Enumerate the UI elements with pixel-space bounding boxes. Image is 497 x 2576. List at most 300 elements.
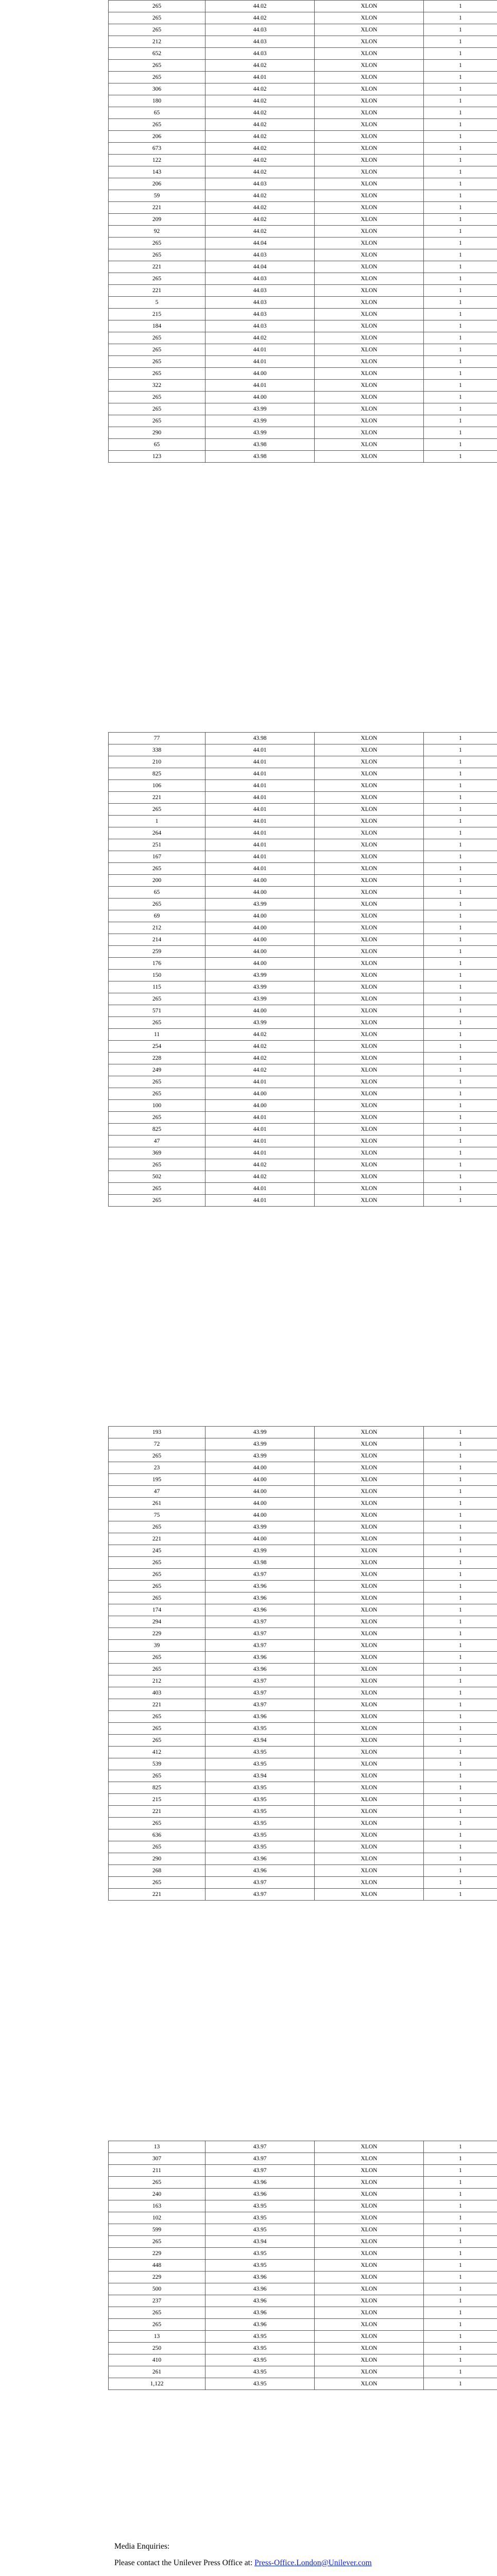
volume-cell: 265 — [109, 60, 205, 72]
volume-cell: 265 — [109, 403, 205, 415]
time-cell: 1 — [424, 226, 497, 238]
venue-cell: XLON — [315, 1782, 424, 1794]
volume-cell: 221 — [109, 1806, 205, 1818]
table-row — [109, 934, 497, 946]
venue-cell: XLON — [315, 155, 424, 166]
trade-table-4 — [108, 2141, 497, 2390]
time-cell: 1 — [424, 792, 497, 804]
table-row — [109, 285, 497, 297]
table-row — [109, 166, 497, 178]
venue-cell: XLON — [315, 2378, 424, 2390]
volume-cell: 72 — [109, 1438, 205, 1450]
price-cell: 44.01 — [205, 804, 315, 816]
table-row — [109, 356, 497, 368]
time-cell: 1 — [424, 297, 497, 309]
table-row — [109, 1088, 497, 1100]
venue-cell: XLON — [315, 2224, 424, 2236]
price-cell: 43.99 — [205, 1545, 315, 1557]
price-cell: 44.02 — [205, 190, 315, 202]
price-cell: 44.01 — [205, 356, 315, 368]
table-row — [109, 851, 497, 863]
time-cell: 1 — [424, 2319, 497, 2331]
price-cell: 44.02 — [205, 214, 315, 226]
volume-cell: 13 — [109, 2331, 205, 2343]
volume-cell: 176 — [109, 958, 205, 970]
volume-cell: 265 — [109, 1877, 205, 1889]
volume-cell: 1 — [109, 816, 205, 827]
time-cell: 1 — [424, 83, 497, 95]
volume-cell: 265 — [109, 249, 205, 261]
volume-cell: 265 — [109, 1557, 205, 1569]
price-cell: 44.00 — [205, 1005, 315, 1017]
venue-cell: XLON — [315, 1664, 424, 1675]
venue-cell: XLON — [315, 1640, 424, 1652]
table-row — [109, 1628, 497, 1640]
volume-cell: 47 — [109, 1486, 205, 1498]
price-cell: 43.98 — [205, 439, 315, 451]
table-row — [109, 2272, 497, 2283]
time-cell: 1 — [424, 1770, 497, 1782]
volume-cell: 265 — [109, 1569, 205, 1581]
price-cell: 43.96 — [205, 2177, 315, 2189]
venue-cell: XLON — [315, 48, 424, 60]
venue-cell: XLON — [315, 899, 424, 910]
table-row — [109, 273, 497, 285]
time-cell: 1 — [424, 214, 497, 226]
time-cell: 1 — [424, 1017, 497, 1029]
volume-cell: 265 — [109, 1652, 205, 1664]
volume-cell: 265 — [109, 24, 205, 36]
table-row — [109, 1029, 497, 1041]
venue-cell: XLON — [315, 887, 424, 899]
price-cell: 43.98 — [205, 733, 315, 744]
price-cell: 44.01 — [205, 1195, 315, 1207]
price-cell: 44.04 — [205, 238, 315, 249]
venue-cell: XLON — [315, 1616, 424, 1628]
volume-cell: 265 — [109, 1521, 205, 1533]
table-row — [109, 970, 497, 981]
price-cell: 43.95 — [205, 1829, 315, 1841]
price-cell: 43.99 — [205, 1521, 315, 1533]
volume-cell: 77 — [109, 733, 205, 744]
table-row — [109, 155, 497, 166]
table-row — [109, 344, 497, 356]
table-row — [109, 827, 497, 839]
table-row — [109, 1806, 497, 1818]
trade-table-1 — [108, 0, 497, 463]
table-row — [109, 214, 497, 226]
volume-cell: 65 — [109, 439, 205, 451]
table-row — [109, 1076, 497, 1088]
volume-cell: 115 — [109, 981, 205, 993]
price-cell: 43.97 — [205, 1675, 315, 1687]
table-row — [109, 1640, 497, 1652]
venue-cell: XLON — [315, 1438, 424, 1450]
time-cell: 1 — [424, 403, 497, 415]
time-cell: 1 — [424, 1818, 497, 1829]
time-cell: 1 — [424, 1592, 497, 1604]
volume-cell: 265 — [109, 1195, 205, 1207]
time-cell: 1 — [424, 72, 497, 83]
venue-cell: XLON — [315, 202, 424, 214]
table-row — [109, 320, 497, 332]
venue-cell: XLON — [315, 1806, 424, 1818]
time-cell: 1 — [424, 1183, 497, 1195]
time-cell: 1 — [424, 332, 497, 344]
volume-cell: 206 — [109, 178, 205, 190]
volume-cell: 47 — [109, 1136, 205, 1147]
price-cell: 43.95 — [205, 1723, 315, 1735]
table-row — [109, 1147, 497, 1159]
venue-cell: XLON — [315, 1818, 424, 1829]
venue-cell: XLON — [315, 1171, 424, 1183]
time-cell: 1 — [424, 733, 497, 744]
time-cell: 1 — [424, 261, 497, 273]
price-cell: 44.00 — [205, 922, 315, 934]
table-row — [109, 2378, 497, 2390]
price-cell: 43.97 — [205, 1640, 315, 1652]
time-cell: 1 — [424, 131, 497, 143]
table-row — [109, 792, 497, 804]
table-row — [109, 1794, 497, 1806]
volume-cell: 825 — [109, 1782, 205, 1794]
venue-cell: XLON — [315, 368, 424, 380]
price-cell: 43.95 — [205, 2200, 315, 2212]
volume-cell: 261 — [109, 1498, 205, 1510]
price-cell: 43.96 — [205, 1581, 315, 1592]
table-row — [109, 72, 497, 83]
time-cell: 1 — [424, 178, 497, 190]
table-row — [109, 119, 497, 131]
volume-cell: 290 — [109, 427, 205, 439]
time-cell: 1 — [424, 48, 497, 60]
price-cell: 44.00 — [205, 1100, 315, 1112]
press-office-email-link[interactable]: Press-Office.London@Unilever.com — [254, 2558, 372, 2567]
price-cell: 43.95 — [205, 2343, 315, 2354]
table-row — [109, 368, 497, 380]
price-cell: 44.01 — [205, 839, 315, 851]
time-cell: 1 — [424, 2189, 497, 2200]
table-row — [109, 332, 497, 344]
time-cell: 1 — [424, 1711, 497, 1723]
price-cell: 44.00 — [205, 1498, 315, 1510]
time-cell: 1 — [424, 1064, 497, 1076]
volume-cell: 673 — [109, 143, 205, 155]
time-cell: 1 — [424, 1100, 497, 1112]
venue-cell: XLON — [315, 2236, 424, 2248]
table-row — [109, 993, 497, 1005]
price-cell: 44.01 — [205, 344, 315, 356]
venue-cell: XLON — [315, 226, 424, 238]
price-cell: 43.97 — [205, 1616, 315, 1628]
price-cell: 43.99 — [205, 415, 315, 427]
time-cell: 1 — [424, 2354, 497, 2366]
volume-cell: 265 — [109, 1770, 205, 1782]
price-cell: 43.97 — [205, 2141, 315, 2153]
time-cell: 1 — [424, 1029, 497, 1041]
venue-cell: XLON — [315, 238, 424, 249]
venue-cell: XLON — [315, 72, 424, 83]
time-cell: 1 — [424, 839, 497, 851]
volume-cell: 215 — [109, 1794, 205, 1806]
venue-cell: XLON — [315, 1474, 424, 1486]
time-cell: 1 — [424, 1687, 497, 1699]
venue-cell: XLON — [315, 2177, 424, 2189]
table-row — [109, 238, 497, 249]
time-cell: 1 — [424, 1747, 497, 1758]
table-row — [109, 804, 497, 816]
volume-cell: 265 — [109, 72, 205, 83]
table-row — [109, 863, 497, 875]
table-row — [109, 2189, 497, 2200]
venue-cell: XLON — [315, 1053, 424, 1064]
volume-cell: 265 — [109, 1159, 205, 1171]
price-cell: 43.95 — [205, 2331, 315, 2343]
table-row — [109, 1687, 497, 1699]
time-cell: 1 — [424, 744, 497, 756]
time-cell: 1 — [424, 851, 497, 863]
volume-cell: 221 — [109, 1533, 205, 1545]
venue-cell: XLON — [315, 1088, 424, 1100]
table-row — [109, 1735, 497, 1747]
price-cell: 44.03 — [205, 320, 315, 332]
price-cell: 44.02 — [205, 166, 315, 178]
volume-cell: 369 — [109, 1147, 205, 1159]
volume-cell: 265 — [109, 1723, 205, 1735]
time-cell: 1 — [424, 392, 497, 403]
venue-cell: XLON — [315, 1510, 424, 1521]
time-cell: 1 — [424, 1474, 497, 1486]
time-cell: 1 — [424, 36, 497, 48]
price-cell: 44.03 — [205, 48, 315, 60]
table-row — [109, 1829, 497, 1841]
venue-cell: XLON — [315, 1112, 424, 1124]
venue-cell: XLON — [315, 107, 424, 119]
price-cell: 43.96 — [205, 2189, 315, 2200]
price-cell: 44.03 — [205, 24, 315, 36]
volume-cell: 502 — [109, 1171, 205, 1183]
table-row — [109, 816, 497, 827]
volume-cell: 539 — [109, 1758, 205, 1770]
price-cell: 43.96 — [205, 1652, 315, 1664]
volume-cell: 265 — [109, 1664, 205, 1675]
venue-cell: XLON — [315, 1, 424, 12]
time-cell: 1 — [424, 95, 497, 107]
venue-cell: XLON — [315, 804, 424, 816]
volume-cell: 100 — [109, 1100, 205, 1112]
time-cell: 1 — [424, 60, 497, 72]
venue-cell: XLON — [315, 1569, 424, 1581]
table-row — [109, 131, 497, 143]
volume-cell: 167 — [109, 851, 205, 863]
table-row — [109, 2141, 497, 2153]
volume-cell: 92 — [109, 226, 205, 238]
price-cell: 43.96 — [205, 1853, 315, 1865]
volume-cell: 209 — [109, 214, 205, 226]
venue-cell: XLON — [315, 744, 424, 756]
price-cell: 44.02 — [205, 83, 315, 95]
venue-cell: XLON — [315, 1592, 424, 1604]
venue-cell: XLON — [315, 1147, 424, 1159]
venue-cell: XLON — [315, 1770, 424, 1782]
table-row — [109, 1124, 497, 1136]
table-row — [109, 1521, 497, 1533]
venue-cell: XLON — [315, 344, 424, 356]
price-cell: 44.02 — [205, 1064, 315, 1076]
price-cell: 44.01 — [205, 1183, 315, 1195]
volume-cell: 412 — [109, 1747, 205, 1758]
volume-cell: 265 — [109, 1, 205, 12]
volume-cell: 229 — [109, 2248, 205, 2260]
time-cell: 1 — [424, 1041, 497, 1053]
table-row — [109, 839, 497, 851]
table-row — [109, 48, 497, 60]
venue-cell: XLON — [315, 981, 424, 993]
venue-cell: XLON — [315, 1675, 424, 1687]
volume-cell: 237 — [109, 2295, 205, 2307]
price-cell: 43.97 — [205, 1699, 315, 1711]
venue-cell: XLON — [315, 1652, 424, 1664]
time-cell: 1 — [424, 1723, 497, 1735]
price-cell: 44.02 — [205, 1171, 315, 1183]
venue-cell: XLON — [315, 1877, 424, 1889]
time-cell: 1 — [424, 910, 497, 922]
time-cell: 1 — [424, 1462, 497, 1474]
table-row — [109, 2177, 497, 2189]
price-cell: 44.00 — [205, 910, 315, 922]
time-cell: 1 — [424, 934, 497, 946]
time-cell: 1 — [424, 1076, 497, 1088]
time-cell: 1 — [424, 2272, 497, 2283]
time-cell: 1 — [424, 356, 497, 368]
venue-cell: XLON — [315, 1005, 424, 1017]
venue-cell: XLON — [315, 415, 424, 427]
table-row — [109, 1100, 497, 1112]
time-cell: 1 — [424, 1841, 497, 1853]
volume-cell: 403 — [109, 1687, 205, 1699]
table-row — [109, 2331, 497, 2343]
volume-cell: 123 — [109, 451, 205, 463]
table-row — [109, 887, 497, 899]
time-cell: 1 — [424, 899, 497, 910]
media-enquiries — [114, 2538, 372, 2571]
time-cell: 1 — [424, 2260, 497, 2272]
venue-cell: XLON — [315, 95, 424, 107]
volume-cell: 265 — [109, 1112, 205, 1124]
volume-cell: 180 — [109, 95, 205, 107]
volume-cell: 265 — [109, 863, 205, 875]
price-cell: 44.02 — [205, 1053, 315, 1064]
venue-cell: XLON — [315, 1029, 424, 1041]
time-cell: 1 — [424, 427, 497, 439]
price-cell: 44.00 — [205, 1474, 315, 1486]
volume-cell: 210 — [109, 756, 205, 768]
volume-cell: 636 — [109, 1829, 205, 1841]
volume-cell: 306 — [109, 83, 205, 95]
time-cell: 1 — [424, 166, 497, 178]
volume-cell: 265 — [109, 356, 205, 368]
volume-cell: 825 — [109, 1124, 205, 1136]
time-cell: 1 — [424, 1853, 497, 1865]
venue-cell: XLON — [315, 1628, 424, 1640]
venue-cell: XLON — [315, 1545, 424, 1557]
table-row — [109, 1569, 497, 1581]
venue-cell: XLON — [315, 1865, 424, 1877]
price-cell: 44.02 — [205, 131, 315, 143]
price-cell: 43.95 — [205, 2212, 315, 2224]
media-contact — [114, 2555, 372, 2571]
volume-cell: 250 — [109, 2343, 205, 2354]
table-row — [109, 744, 497, 756]
time-cell: 1 — [424, 273, 497, 285]
price-cell: 44.01 — [205, 1136, 315, 1147]
venue-cell: XLON — [315, 1889, 424, 1901]
venue-cell: XLON — [315, 2354, 424, 2366]
venue-cell: XLON — [315, 380, 424, 392]
volume-cell: 221 — [109, 285, 205, 297]
time-cell: 1 — [424, 1053, 497, 1064]
time-cell: 1 — [424, 1652, 497, 1664]
volume-cell: 265 — [109, 993, 205, 1005]
volume-cell: 265 — [109, 1581, 205, 1592]
venue-cell: XLON — [315, 1581, 424, 1592]
volume-cell: 184 — [109, 320, 205, 332]
volume-cell: 39 — [109, 1640, 205, 1652]
table-row — [109, 2343, 497, 2354]
table-row — [109, 2224, 497, 2236]
venue-cell: XLON — [315, 60, 424, 72]
volume-cell: 212 — [109, 36, 205, 48]
time-cell: 1 — [424, 1510, 497, 1521]
price-cell: 44.02 — [205, 60, 315, 72]
price-cell: 44.02 — [205, 12, 315, 24]
price-cell: 43.99 — [205, 981, 315, 993]
price-cell: 43.99 — [205, 1017, 315, 1029]
price-cell: 43.97 — [205, 1569, 315, 1581]
venue-cell: XLON — [315, 1521, 424, 1533]
venue-cell: XLON — [315, 1699, 424, 1711]
venue-cell: XLON — [315, 1159, 424, 1171]
venue-cell: XLON — [315, 1841, 424, 1853]
price-cell: 44.00 — [205, 392, 315, 403]
volume-cell: 143 — [109, 166, 205, 178]
venue-cell: XLON — [315, 2295, 424, 2307]
venue-cell: XLON — [315, 2189, 424, 2200]
time-cell: 1 — [424, 946, 497, 958]
price-cell: 44.02 — [205, 202, 315, 214]
volume-cell: 265 — [109, 344, 205, 356]
table-row — [109, 1889, 497, 1901]
price-cell: 44.00 — [205, 875, 315, 887]
venue-cell: XLON — [315, 1853, 424, 1865]
price-cell: 43.95 — [205, 1806, 315, 1818]
table-row — [109, 1877, 497, 1889]
table-row — [109, 2165, 497, 2177]
price-cell: 44.03 — [205, 273, 315, 285]
volume-cell: 571 — [109, 1005, 205, 1017]
time-cell: 1 — [424, 1159, 497, 1171]
table-row — [109, 1592, 497, 1604]
price-cell: 44.01 — [205, 744, 315, 756]
table-row — [109, 1510, 497, 1521]
time-cell: 1 — [424, 2177, 497, 2189]
volume-cell: 265 — [109, 1711, 205, 1723]
price-cell: 44.01 — [205, 827, 315, 839]
volume-cell: 338 — [109, 744, 205, 756]
venue-cell: XLON — [315, 1041, 424, 1053]
volume-cell: 265 — [109, 899, 205, 910]
table-row — [109, 143, 497, 155]
